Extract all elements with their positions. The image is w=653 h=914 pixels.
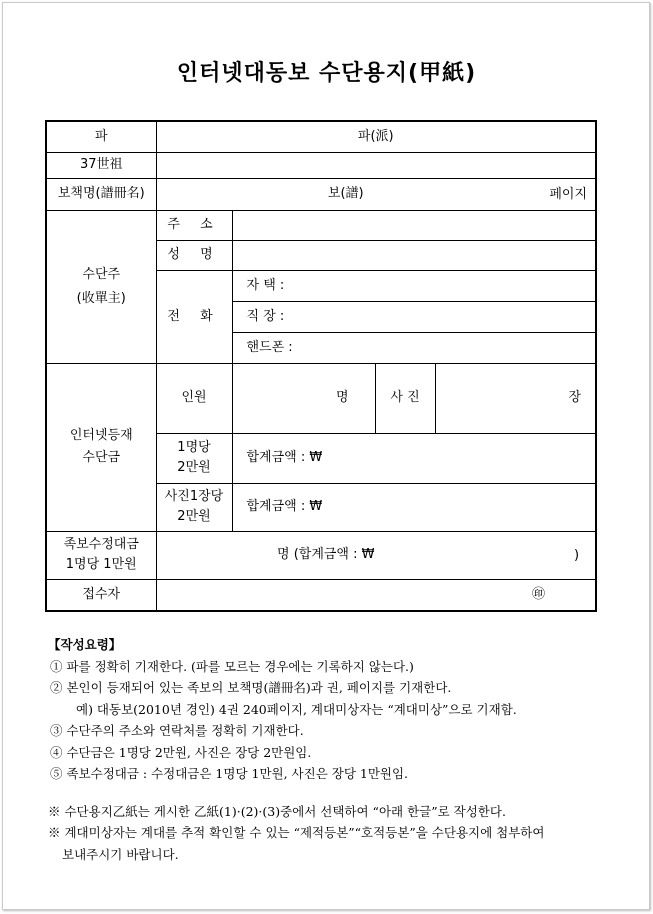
bochaek-page: 페이지 (549, 186, 588, 202)
guide-item-3: ③ 수단주의 주소와 연락처를 정확히 기재한다. (50, 723, 304, 738)
per-photo-line2: 2만원 (177, 509, 211, 524)
haendeupon-label: 핸드폰 : (246, 339, 293, 355)
guide-item-4: ④ 수단금은 1명당 2만원, 사진은 장당 2만원임. (50, 744, 312, 760)
bochaek-bo: 보(譜) (327, 186, 364, 201)
row-jeopsuja (46, 579, 596, 611)
guide-item-2: ② 본인이 등재되어 있는 족보의 보책명(譜冊名)과 권, 페이지를 기재한다. (50, 680, 452, 695)
application-form-table (45, 120, 597, 612)
correction-field[interactable] (156, 531, 596, 579)
seongmyeong-label: 성 명 (156, 240, 232, 270)
jaetaek-label: 자 택 : (246, 277, 285, 293)
juso-field[interactable] (232, 210, 596, 240)
jaetaek-field[interactable] (232, 270, 596, 301)
correction-label-line1: 족보수정대금 (63, 537, 139, 552)
remark-2-line1: ※ 계대미상자는 계대를 추적 확인할 수 있는 “제적등본”“호적등본”을 수단용지에 첨부하여 (48, 825, 545, 840)
sudanju-label-line2: (收單主) (76, 290, 126, 306)
row-correction (46, 531, 596, 579)
internet-label (46, 363, 156, 531)
jang-unit: 장 (568, 390, 582, 405)
sudanju-label-line1: 수단주 (82, 266, 121, 282)
row-pa (46, 121, 596, 152)
bochaek-field[interactable] (156, 178, 596, 210)
internet-label-line2: 수단금 (82, 450, 121, 465)
guide-item-5: ⑤ 족보수정대금 : 수정대금은 1명당 1만원, 사진은 장당 1만원임. (50, 766, 409, 781)
pa-value: 파(派) (357, 128, 394, 144)
guide-item-1: ① 파를 정확히 기재한다. (파를 모르는 경우에는 기록하지 않는다.) (50, 658, 414, 674)
bochaek-label: 보책명(譜冊名) (46, 178, 156, 210)
pa-label: 파 (46, 121, 156, 152)
myeong-unit: 명 (335, 390, 349, 405)
row-inwon (46, 363, 596, 433)
remark-2-line2: 보내주시기 바랍니다. (62, 846, 179, 862)
seal-icon: ㊞ (532, 586, 546, 602)
sajin-field[interactable] (435, 363, 596, 433)
per-photo-total-field[interactable] (232, 483, 596, 531)
page-title: 인터넷대동보 수단용지(甲紙) (176, 61, 477, 86)
pa-field[interactable] (156, 121, 596, 152)
jikjang-label: 직 장 : (246, 308, 285, 324)
per-photo-total-label: 합계금액 : ₩ (246, 499, 323, 514)
per-person-line1: 1명당 (177, 440, 211, 455)
per-person-line2: 2만원 (177, 460, 211, 475)
jeonhwa-label: 전 화 (156, 270, 232, 363)
row-bochaek (46, 178, 596, 210)
per-photo-line1: 사진1장당 (164, 489, 224, 504)
remark-1: ※ 수단용지乙紙는 게시한 乙紙(1)·(2)·(3)중에서 선택하여 “아래 한글”로 작성한다. (48, 803, 506, 819)
inwon-field[interactable] (232, 363, 375, 433)
per-person-label (156, 433, 232, 483)
writing-guide (48, 634, 618, 865)
haendeupon-field[interactable] (232, 332, 596, 363)
correction-label-line2: 1명당 1만원 (65, 557, 137, 572)
juso-label: 주 소 (156, 210, 232, 240)
internet-label-line1: 인터넷등재 (69, 428, 133, 443)
guide-item-2-example: 예) 대동보(2010년 경인) 4권 240페이지, 계대미상자는 “계대미상”으로 기재함. (76, 701, 517, 717)
jeopsuja-field[interactable] (156, 579, 596, 611)
sajin-label: 사 진 (375, 363, 435, 433)
seongmyeong-field[interactable] (232, 240, 596, 270)
sedae-field[interactable] (156, 152, 596, 178)
inwon-label: 인원 (156, 363, 232, 433)
per-person-total-label: 합계금액 : ₩ (246, 450, 323, 465)
row-juso (46, 210, 596, 240)
sudanju-label (46, 210, 156, 363)
row-sedae (46, 152, 596, 178)
jikjang-field[interactable] (232, 301, 596, 332)
correction-value: 명 (합계금액 : ₩ (277, 547, 375, 562)
per-person-total-field[interactable] (232, 433, 596, 483)
guide-heading: 【작성요령】 (48, 637, 122, 652)
correction-close: ) (573, 547, 580, 563)
sedae-label: 37世祖 (46, 152, 156, 178)
jeopsuja-label: 접수자 (46, 579, 156, 611)
correction-label (46, 531, 156, 579)
per-photo-label (156, 483, 232, 531)
